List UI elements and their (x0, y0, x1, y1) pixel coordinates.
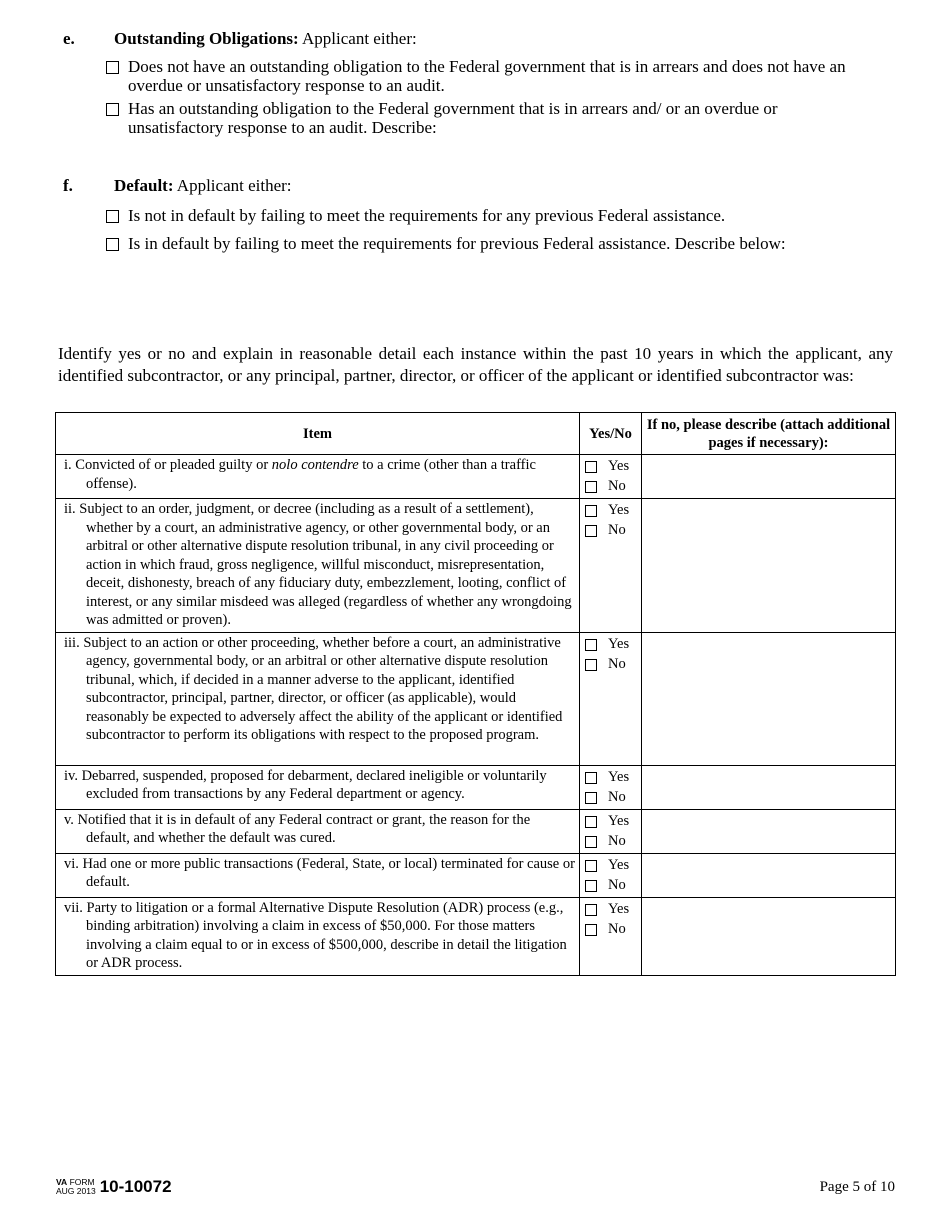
va-label: VA (56, 1177, 68, 1187)
checkbox[interactable] (585, 816, 597, 828)
item-text: ii. Subject to an order, judgment, or decree (including as a result of a settlement), whether by a court, an administrative agency, or other governmental body, or an arbitral or other alternative dispute resolution tribunal, in any civil proceeding or action in which fraud, gross negligence, willful misconduct, misrepresentation, deceit, dishonesty, breach of any fiduciary duty, embezzlement, looting, conflict of interest, or any similar misdeed was alleged (regardless of whether any wrongdoing was admitted or proven). (64, 501, 572, 628)
description-field[interactable] (642, 897, 896, 975)
yes-option[interactable] (584, 500, 641, 520)
table-row (56, 809, 896, 853)
section-f-lead: Applicant either: (173, 176, 292, 195)
yes-no-cell (580, 632, 642, 765)
checkbox[interactable] (585, 659, 597, 671)
checkbox[interactable] (585, 860, 597, 872)
item-text-part: i. Convicted of or pleaded guilty or (64, 457, 272, 473)
checkbox[interactable] (585, 461, 597, 473)
yes-option[interactable] (584, 456, 641, 476)
item-cell (56, 632, 580, 765)
checkbox[interactable] (585, 525, 597, 537)
checkbox[interactable] (106, 210, 119, 223)
yes-label: Yes (608, 812, 630, 829)
description-field[interactable] (642, 632, 896, 765)
no-option[interactable] (584, 919, 641, 939)
table-row (56, 853, 896, 897)
no-option[interactable] (584, 875, 641, 895)
table-row (56, 499, 896, 633)
form-word: FORM (69, 1177, 95, 1187)
table-row (56, 632, 896, 765)
option-label: Has an outstanding obligation to the Federal government that is in arrears and/ or an overdue or unsatisfactory response to an audit. Describe: (128, 99, 778, 137)
item-cell (56, 809, 580, 853)
yes-no-cell (580, 897, 642, 975)
section-e-lead: Applicant either: (298, 29, 417, 48)
checkbox[interactable] (585, 481, 597, 493)
checkbox[interactable] (106, 238, 119, 251)
section-f-heading (114, 176, 292, 196)
no-option[interactable] (584, 654, 641, 674)
section-f-option-2 (106, 234, 866, 253)
no-option[interactable] (584, 787, 641, 807)
section-e-title: Outstanding Obligations: (114, 29, 299, 48)
yes-option[interactable] (584, 767, 641, 787)
checkbox[interactable] (585, 836, 597, 848)
table-row (56, 455, 896, 499)
item-cell (56, 765, 580, 809)
yes-label: Yes (608, 900, 630, 917)
instructions-paragraph: Identify yes or no and explain in reasonable detail each instance within the past 10 years in which the applicant, any identified subcontractor, or any principal, partner, director, or officer of the applicant or identified subcontractor was: (58, 344, 893, 385)
yes-no-cell (580, 853, 642, 897)
form-date: AUG 2013 (56, 1186, 96, 1196)
checkbox[interactable] (585, 880, 597, 892)
yes-label: Yes (608, 635, 630, 652)
form-label (56, 1178, 96, 1196)
item-text (64, 456, 575, 493)
yes-no-cell (580, 499, 642, 633)
section-f-option-1 (106, 206, 866, 225)
checkbox[interactable] (106, 103, 119, 116)
item-text: iv. Debarred, suspended, proposed for debarment, declared ineligible or voluntarily excluded from transactions by any Federal department or agency. (64, 767, 547, 802)
description-field[interactable] (642, 853, 896, 897)
yes-no-cell (580, 455, 642, 499)
item-text: vi. Had one or more public transactions (Federal, State, or local) terminated for cause or default. (64, 855, 575, 890)
no-option[interactable] (584, 476, 641, 496)
table-row (56, 765, 896, 809)
no-label: No (608, 478, 626, 494)
header-describe: If no, please describe (attach additional pages if necessary): (642, 413, 896, 455)
item-cell (56, 897, 580, 975)
checkbox[interactable] (585, 924, 597, 936)
description-field[interactable] (642, 765, 896, 809)
description-field[interactable] (642, 809, 896, 853)
header-yes-no: Yes/No (580, 413, 642, 455)
yes-no-cell (580, 765, 642, 809)
section-e-letter: e. (63, 29, 75, 48)
checkbox[interactable] (585, 505, 597, 517)
item-text-emphasis: nolo contendre (271, 457, 359, 473)
description-field[interactable] (642, 499, 896, 633)
checkbox[interactable] (585, 772, 597, 784)
item-text: v. Notified that it is in default of any Federal contract or grant, the reason for the default, and whether the default was cured. (64, 811, 531, 846)
option-label: Is not in default by failing to meet the requirements for any previous Federal assistance. (128, 206, 726, 225)
no-label: No (608, 655, 626, 672)
checkbox[interactable] (585, 904, 597, 916)
no-option[interactable] (584, 831, 641, 851)
no-label: No (608, 788, 626, 805)
option-label: Does not have an outstanding obligation to the Federal government that is in arrears and does not have an overdue or unsatisfactory response to an audit. (128, 57, 846, 95)
section-f-letter: f. (63, 176, 73, 195)
section-e-option-1 (106, 57, 866, 95)
yes-no-cell (580, 809, 642, 853)
no-option[interactable] (584, 520, 641, 540)
disclosure-table (55, 412, 896, 976)
yes-label: Yes (608, 502, 630, 518)
no-label: No (608, 920, 626, 937)
item-text: iii. Subject to an action or other proceeding, whether before a court, an administrative agency, governmental body, or an arbitral or other alternative dispute resolution tribunal, which, if decided in a manner adverse to the applicant, identified subcontractor, principal, partner, director, or officer (as applicable), would reasonably be expected to adversely affect the ability of the applicant or identified subcontractor to perform its obligations with respect to the proposed program. (64, 634, 563, 743)
item-cell (56, 853, 580, 897)
form-number: 10-10072 (99, 1177, 172, 1196)
item-text: vii. Party to litigation or a formal Alternative Dispute Resolution (ADR) process (e.g., binding arbitration) involving a claim in excess of $50,000. For those matters involving a claim equal to or in excess of $500,000, describe in detail the litigation or ADR process. (64, 899, 567, 971)
description-field[interactable] (642, 455, 896, 499)
no-label: No (608, 876, 626, 893)
table-header-row (56, 413, 896, 455)
header-item: Item (56, 413, 580, 455)
checkbox[interactable] (585, 792, 597, 804)
item-cell (56, 455, 580, 499)
form-identifier (56, 1178, 172, 1196)
yes-label: Yes (608, 856, 630, 873)
yes-option[interactable] (584, 899, 641, 919)
yes-option[interactable] (584, 811, 641, 831)
item-text-part: to a crime (other than a traffic offense). (86, 457, 536, 492)
no-label: No (608, 522, 626, 538)
checkbox[interactable] (106, 61, 119, 74)
checkbox[interactable] (585, 639, 597, 651)
option-label: Is in default by failing to meet the requirements for previous Federal assistance. Describe below: (128, 234, 786, 253)
yes-option[interactable] (584, 634, 641, 654)
no-label: No (608, 832, 626, 849)
section-e-heading (114, 29, 417, 49)
table-row (56, 897, 896, 975)
page-number: Page 5 of 10 (819, 1179, 895, 1195)
yes-label: Yes (608, 458, 630, 474)
yes-option[interactable] (584, 855, 641, 875)
item-cell (56, 499, 580, 633)
yes-label: Yes (608, 768, 630, 785)
section-e-option-2 (106, 99, 866, 137)
section-f-title: Default: (114, 176, 174, 195)
